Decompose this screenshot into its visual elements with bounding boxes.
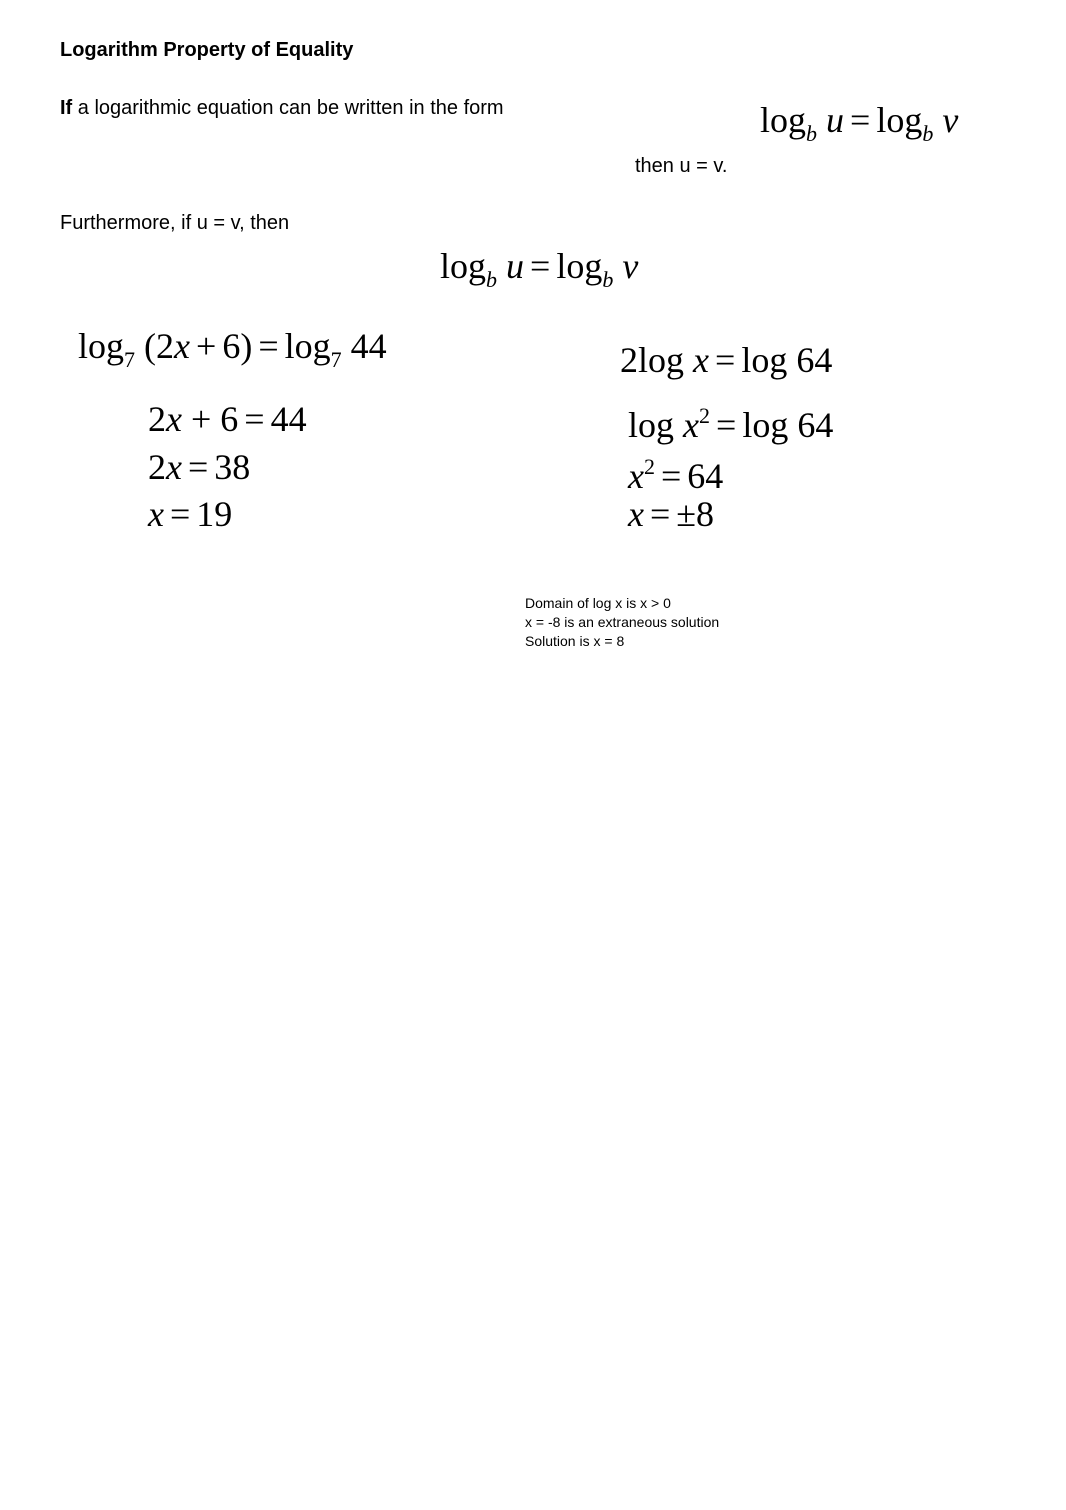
note-domain: Domain of log x is x > 0 [525,595,671,611]
log-word: log [876,100,923,140]
example1-line2: 2x + 6 = 44 [148,399,307,439]
variable-u: u [506,246,525,286]
example2-line3: $x^2 = 64$ [628,454,724,496]
example2-line4: x = ±8 [628,494,715,534]
base-subscript: b [602,267,614,292]
variable-u: u [826,100,845,140]
base-subscript: b [922,121,934,146]
example1-line3: 2x = 38 [148,447,251,487]
formula-log-equality-top [760,100,958,154]
example1-line1: $\log_7 (2x + 6) = \log_7 44$ [78,326,387,372]
base-subscript: b [806,121,818,146]
intro-if-word: If [60,97,73,119]
log-word: log [556,246,603,286]
furthermore-statement: Furthermore, if u = v, then [60,212,290,234]
formula-log-equality-center [440,246,638,300]
example2-line2: $\log x^2 = \log 64$ [628,403,834,445]
base-subscript: b [486,267,498,292]
solution-notes [525,594,719,651]
intro-sentence [60,96,504,120]
example1-line4: x = 19 [148,494,233,534]
page-title: Logarithm Property of Equality [60,39,354,61]
note-extraneous: x = -8 is an extraneous solution [525,614,720,630]
intro-text: a logarithmic equation can be written in the form [77,97,504,119]
variable-v: v [942,100,959,140]
log-word: log [440,246,487,286]
note-solution: Solution is x = 8 [525,633,625,649]
example2-line1: 2log x = log 64 [620,340,833,380]
variable-v: v [622,246,639,286]
log-word: log [760,100,807,140]
then-statement: then u = v. [635,155,728,177]
equals-sign: = [850,100,871,140]
equals-sign: = [530,246,551,286]
